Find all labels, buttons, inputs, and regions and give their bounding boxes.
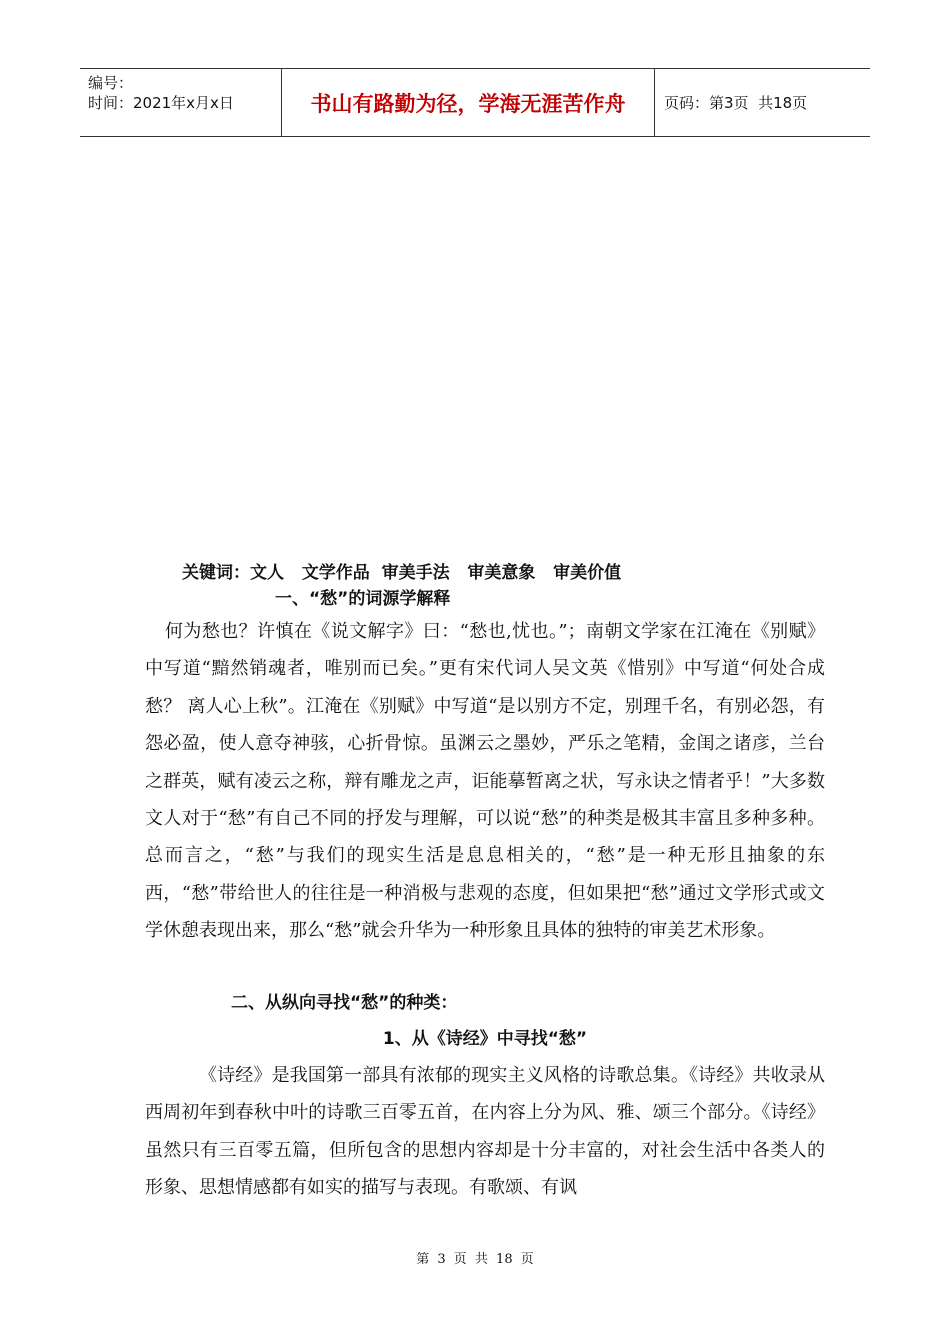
- section-title-2: 二、从纵向寻找“愁”的种类：: [231, 993, 458, 1013]
- keywords-line: 关键词：文人 文学作品 审美手法 审美意象 审美价值: [182, 563, 622, 583]
- page-footer: 第 3 页 共 18 页: [416, 1252, 534, 1267]
- header-divider: [654, 69, 655, 136]
- section-title-1: 一、“愁”的词源学解释: [275, 589, 451, 609]
- time-label: 时间：2021年x月x日: [88, 94, 234, 112]
- document-header: [80, 68, 870, 137]
- subsection-title: 1、从《诗经》中寻找“愁”: [382, 1029, 588, 1049]
- number-label: 编号：: [88, 74, 134, 92]
- header-page-info: 页码：第3页 共18页: [664, 94, 808, 112]
- header-meta: [88, 73, 234, 113]
- header-motto: 书山有路勤为径，学海无涯苦作舟: [310, 91, 626, 116]
- body-paragraph-2: 《诗经》是我国第一部具有浓郁的现实主义风格的诗歌总集。《诗经》共收录从西周初年到春秋中叶的诗歌三百零五首，在内容上分为风、雅、颂三个部分。《诗经》虽然只有三百零五篇，但所包含的思想内容却是十分丰富的，对社会生活中各类人的形象、思想情感都有如实的描写与表现。有歌颂、有讽: [145, 1065, 825, 1199]
- body-paragraph-1: 何为愁也？许慎在《说文解字》曰：“愁也,忧也。”；南朝文学家在江淹在《别赋》中写道“黯然销魂者，唯别而已矣。”更有宋代词人吴文英《惜别》中写道“何处合成愁？ 离人心上秋”。江淹在《别赋》中写道“是以别方不定，别理千名，有别必怨，有怨必盈，使人意夺神骇，心折骨惊。虽渊云之墨妙，严乐之笔精，金闺之诸彦，兰台之群英，赋有凌云之称，辩有雕龙之声，讵能摹暂离之状，写永诀之情者乎！”大多数文人对于“愁”有自己不同的抒发与理解，可以说“愁”的种类是极其丰富且多种多种。总而言之，“愁”与我们的现实生活是息息相关的，“愁”是一种无形且抽象的东西，“愁”带给世人的往往是一种消极与悲观的态度，但如果把“愁”通过文学形式或文学休憩表现出来，那么“愁”就会升华为一种形象且具体的独特的审美艺术形象。: [145, 621, 825, 942]
